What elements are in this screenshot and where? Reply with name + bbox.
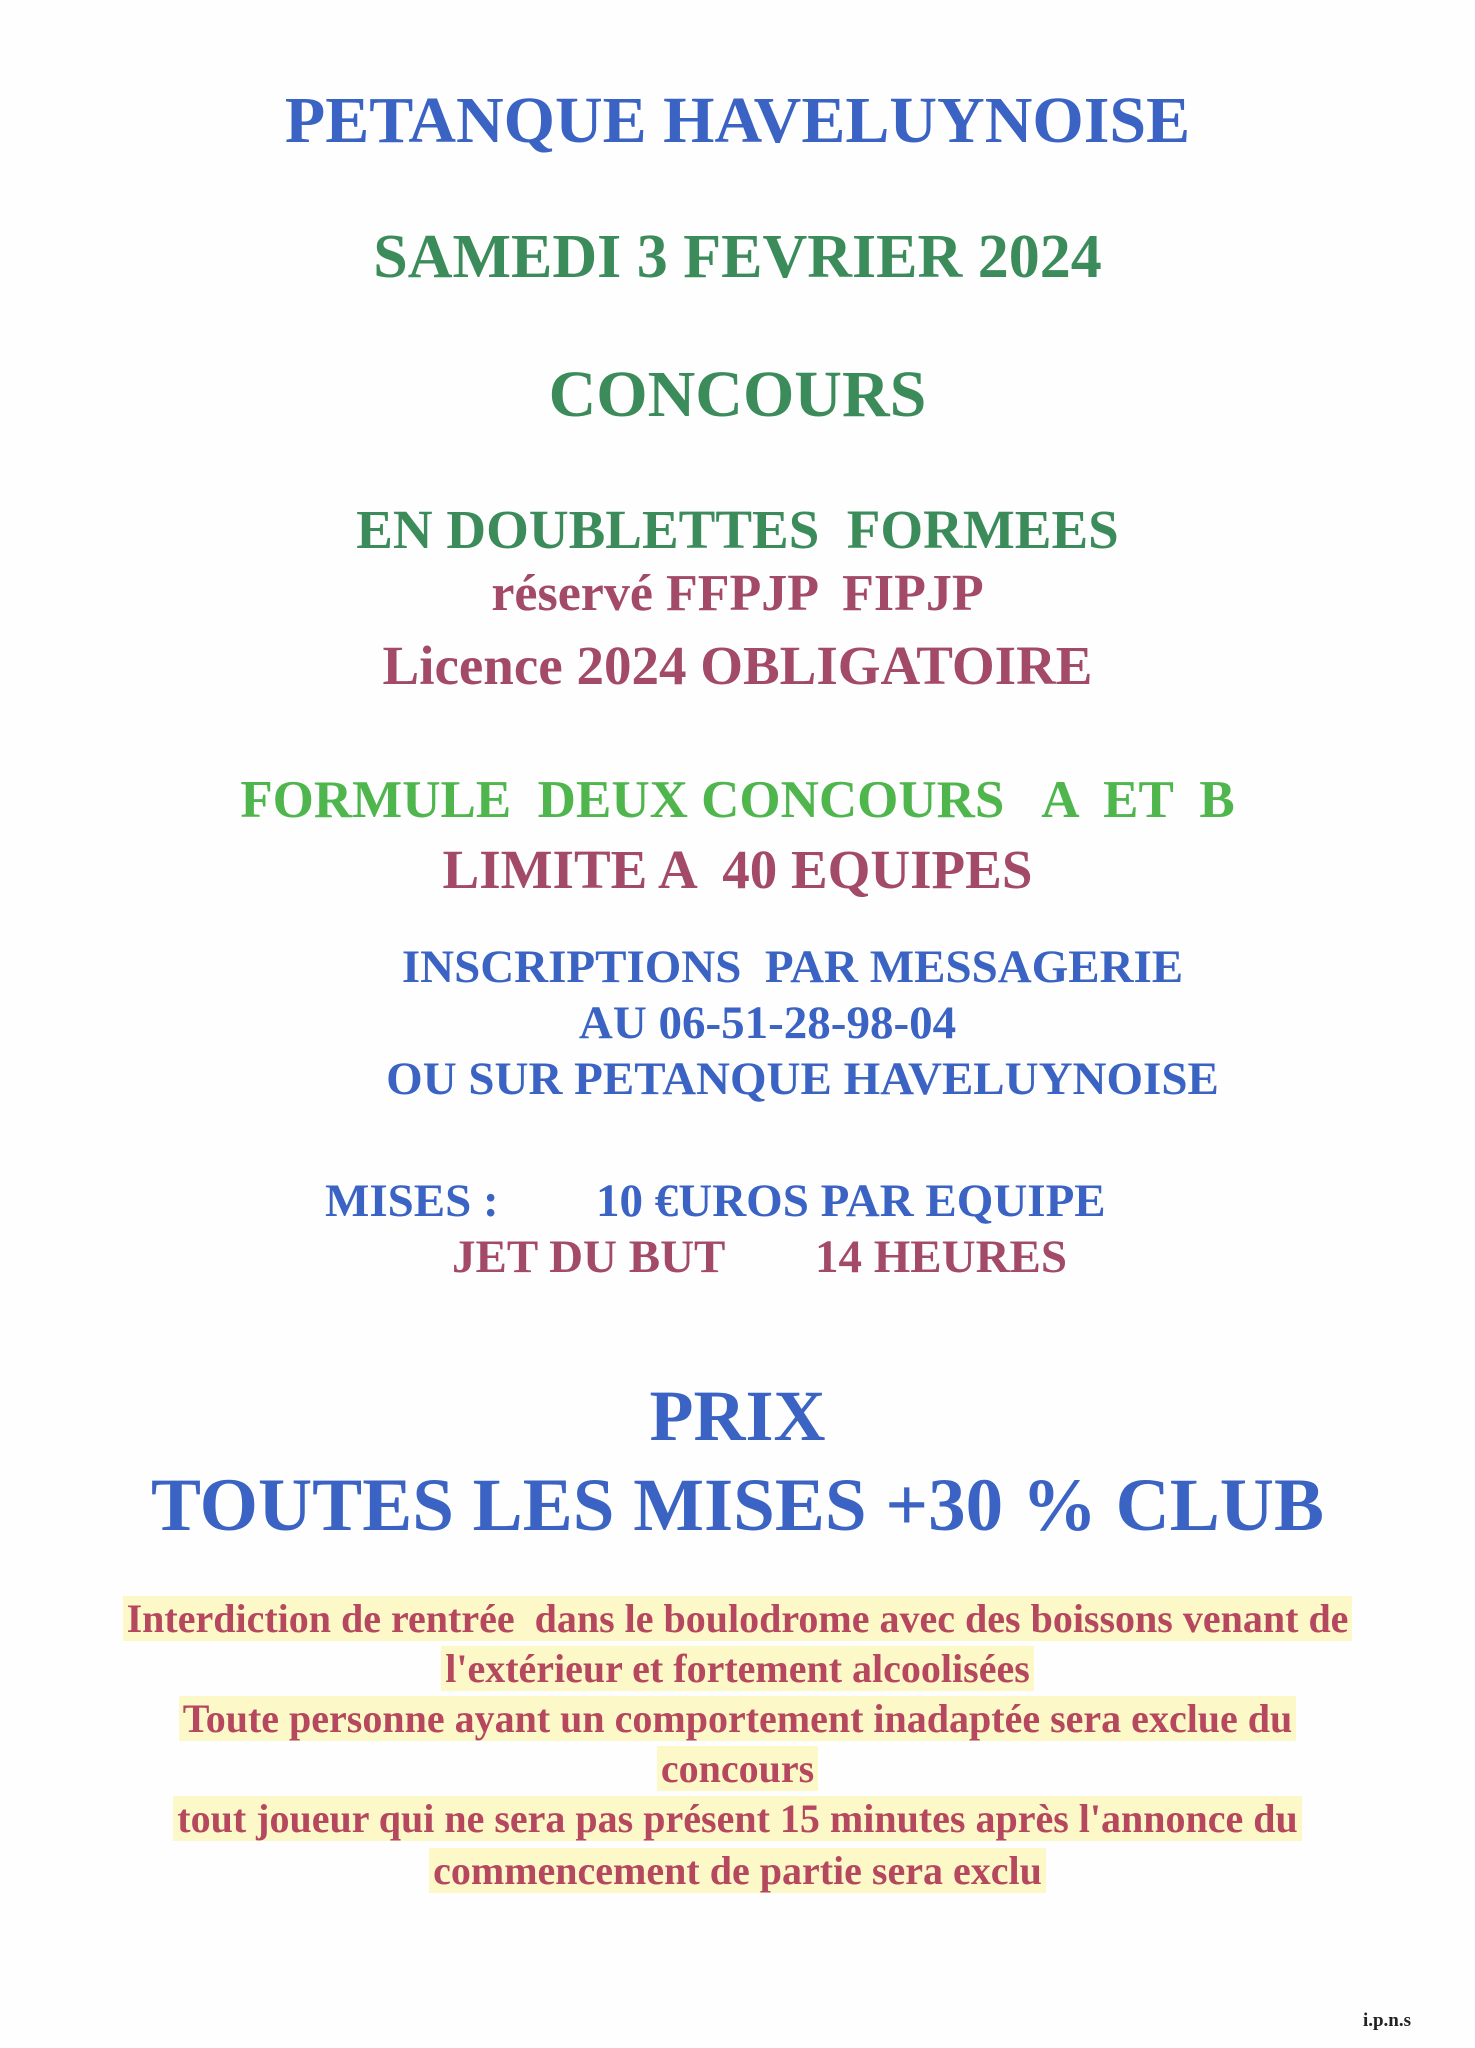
rule-text: tout joueur qui ne sera pas présent 15 minutes après l'annonce du	[173, 1796, 1301, 1841]
rule-text: Interdiction de rentrée dans le boulodrome avec des boissons venant de	[123, 1596, 1353, 1641]
club-title: PETANQUE HAVELUYNOISE	[284, 84, 1191, 157]
rule-text: concours	[657, 1746, 818, 1791]
registration-line-3: OU SUR PETANQUE HAVELUYNOISE	[386, 1053, 1219, 1105]
registration-phone: AU 06-51-28-98-04	[578, 997, 957, 1049]
start-label: JET DU BUT	[452, 1231, 726, 1283]
footer-ipns: i.p.n.s	[1362, 2010, 1411, 2031]
fees-amount: 10 €UROS PAR EQUIPE	[596, 1175, 1106, 1227]
prize-title: PRIX	[649, 1376, 826, 1456]
event-date: SAMEDI 3 FEVRIER 2024	[373, 223, 1102, 291]
event-name: CONCOURS	[548, 358, 927, 431]
rule-text: commencement de partie sera exclu	[429, 1848, 1046, 1893]
rule-text: Toute personne ayant un comportement inadaptée sera exclue du	[179, 1696, 1297, 1741]
reserved-federations: réservé FFPJP FIPJP	[491, 565, 984, 622]
rules-line-4	[0, 1744, 1475, 1794]
rule-text: l'extérieur et fortement alcoolisées	[441, 1646, 1034, 1691]
fees-label: MISES :	[325, 1175, 499, 1227]
rules-line-6	[0, 1846, 1475, 1896]
rules-line-1	[0, 1594, 1475, 1644]
rules-line-3	[0, 1694, 1475, 1744]
event-format: EN DOUBLETTES FORMEES	[356, 499, 1119, 560]
rules-line-2	[0, 1644, 1475, 1694]
license-requirement: Licence 2024 OBLIGATOIRE	[382, 635, 1093, 696]
prize-detail: TOUTES LES MISES +30 % CLUB	[151, 1464, 1324, 1547]
start-time: 14 HEURES	[815, 1231, 1068, 1283]
rules-line-5	[0, 1794, 1475, 1844]
formula-text: FORMULE DEUX CONCOURS A ET B	[240, 771, 1235, 829]
team-limit: LIMITE A 40 EQUIPES	[442, 839, 1033, 900]
registration-line-1: INSCRIPTIONS PAR MESSAGERIE	[401, 941, 1184, 993]
